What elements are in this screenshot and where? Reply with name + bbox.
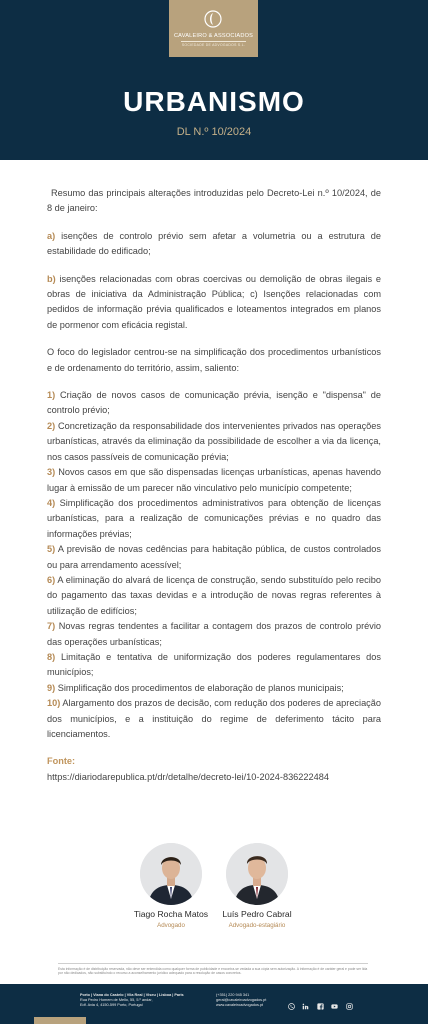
team-member[interactable] [202, 843, 312, 929]
item-text: Alargamento dos prazos de decisão, com redução dos poderes de apreciação dos municípios, e a instituição do regime de deferimento tácito para licenciamentos. [47, 698, 381, 739]
page-subtitle: DL N.º 10/2024 [176, 126, 252, 138]
footer-offices: Porto | Viana do Castelo | Vila Real | Viseu | Lisboa | Paris [80, 993, 184, 997]
avatar [140, 843, 202, 905]
list-item [47, 573, 381, 619]
logo-mark-icon [203, 9, 223, 29]
point-b [47, 272, 381, 334]
member-role: Advogado-estagiário [228, 922, 286, 929]
item-number: 1) [47, 390, 56, 401]
footer-email[interactable]: geral@cavaleiroadvogados.pt [216, 998, 267, 1003]
focus-paragraph: O foco do legislador centrou-se na simplificação dos procedimentos urbanísticos e de ordenamento do território, assim, saliento: [47, 347, 381, 373]
social-links [288, 997, 356, 1005]
brand-logo[interactable] [169, 0, 258, 57]
source-label: Fonte: [47, 756, 76, 767]
footer-address-line: Rua Pedro Homem de Mello, 55, 5.º andar, [80, 998, 153, 1003]
point-text: isenções relacionadas com obras coercivas ou demolição de obras ilegais e obras de iniciativa da Administração Pública; c) Isenções relacionadas com pedidos de informação prévia qualificados e loteamentos integrados em planos de pormenor com eficácia registal. [47, 273, 381, 330]
list-item [47, 465, 381, 496]
member-name: Luís Pedro Cabral [222, 909, 292, 919]
footer-phone[interactable]: (+351) 220 945 341 [216, 993, 250, 997]
item-number: 4) [47, 497, 56, 508]
list-item [47, 542, 381, 573]
team-section [0, 843, 428, 933]
footer-website[interactable]: www.cavaleiroadvogados.pt [216, 1003, 264, 1008]
item-number: 10) [47, 698, 61, 709]
list-item [47, 619, 381, 650]
list-item [47, 650, 381, 681]
list-item [47, 696, 381, 742]
linkedin-icon[interactable] [302, 997, 309, 1004]
list-item [47, 388, 381, 419]
item-text: Concretização da responsabilidade dos intervenientes privados nas operações urbanísticas, através da eliminação da possibilidade de escolher a via da licença, nos casos passíveis de comunicação prévia; [47, 420, 381, 462]
point-label: b) [47, 273, 56, 284]
source-link[interactable]: https://diariodarepublica.pt/dr/detalhe/decreto-lei/10-2024-836222484 [47, 771, 329, 782]
list-item [47, 496, 381, 542]
brand-name: CAVALEIRO & ASSOCIADOS [173, 33, 254, 39]
facebook-icon[interactable] [317, 997, 324, 1004]
item-number: 3) [47, 467, 56, 478]
item-text: Simplificação dos procedimentos administrativos para obtenção de licenças urbanísticas, para a realização de comunicações prévias e no quadro das informações prévias; [47, 497, 381, 539]
page-title: URBANISMO [123, 86, 305, 117]
list-item [47, 681, 381, 696]
point-label: a) [47, 230, 56, 241]
footer-address [80, 993, 190, 1009]
disclaimer-text: Esta informação é de distribuição reservada, não deve ser entendida como qualquer forma de publicidade e encontra-se vedada a sua cópia sem autorização. A informação é de caráter geral e pode ser lida por não dedicados, não substituindo o recurso a aconselhamento jurídico adequado para a resolução de casos concretos. [58, 963, 368, 976]
article-body [47, 186, 381, 785]
item-text: A eliminação do alvará de licença de construção, sendo substituído pelo recibo do pagamento das taxas devidas e a introdução de novas regras referentes à utilização de edifícios; [47, 574, 381, 616]
footer-address-line: Edf. Avia 4, 4150-599 Porto, Portugal [80, 1003, 143, 1008]
member-role: Advogado [157, 922, 185, 929]
intro-paragraph: Resumo das principais alterações introduzidas pelo Decreto-Lei n.º 10/2024, de 8 de janeiro: [47, 188, 381, 214]
item-text: Criação de novos casos de comunicação prévia, isenção e "dispensa" de controlo prévio; [47, 390, 381, 416]
footer-accent-tab [34, 1017, 86, 1024]
youtube-icon[interactable] [331, 997, 338, 1004]
instagram-icon[interactable] [346, 997, 353, 1004]
phone-icon[interactable] [288, 997, 295, 1004]
item-number: 2) [47, 420, 56, 431]
brand-tagline: SOCIEDADE DE ADVOGADOS S.L. [181, 42, 246, 47]
footer-contacts [216, 993, 296, 1009]
point-text: isenções de controlo prévio sem afetar a volumetria ou a estrutura de estabilidade do edificado; [47, 230, 381, 257]
list-item [47, 419, 381, 465]
item-number: 6) [47, 574, 56, 585]
member-name: Tiago Rocha Matos [133, 909, 209, 919]
point-a [47, 229, 381, 260]
item-text: Simplificação dos procedimentos de elaboração de planos municipais; [55, 682, 344, 693]
item-text: Novos casos em que são dispensadas licenças urbanísticas, apenas havendo lugar à emissão de um parecer não vinculativo pelo município competente; [47, 467, 381, 493]
item-text: Novas regras tendentes a facilitar a contagem dos prazos de controlo prévio das operações urbanísticas; [47, 621, 381, 647]
item-number: 5) [47, 544, 56, 555]
item-number: 8) [47, 651, 56, 662]
item-text: Limitação e tentativa de uniformização dos poderes regulamentares dos municípios; [47, 651, 381, 678]
item-number: 7) [47, 621, 56, 632]
avatar [226, 843, 288, 905]
item-number: 9) [47, 682, 56, 693]
header-banner [0, 0, 428, 160]
item-text: A previsão de novas cedências para habitação pública, de custos controlados ou para arrendamento acessível; [47, 544, 381, 570]
